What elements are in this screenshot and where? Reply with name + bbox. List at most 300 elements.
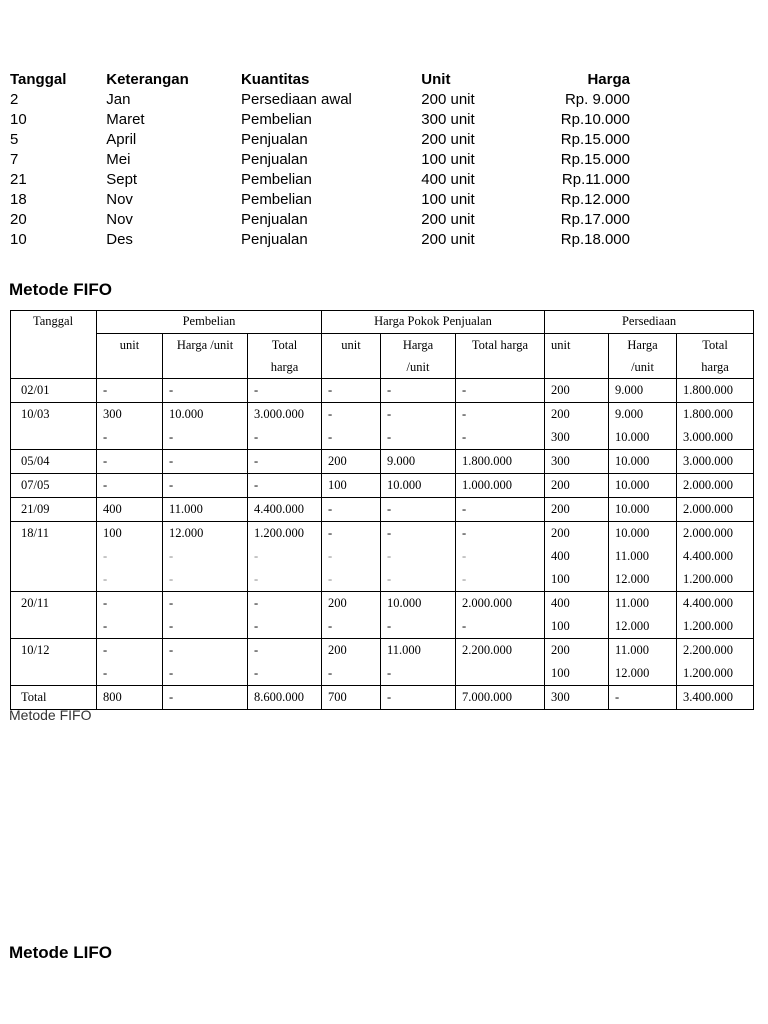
fifo-sub-header-line: unit <box>551 338 571 352</box>
transaction-row <box>10 130 630 150</box>
fifo-cell-line: 1.200.000 <box>683 619 734 633</box>
fifo-cell-line: 100 <box>328 478 347 492</box>
transaction-cell: Penjualan <box>240 131 308 148</box>
fifo-cell <box>322 522 381 592</box>
transaction-row <box>10 170 630 190</box>
transaction-cell: 10 <box>10 111 27 128</box>
fifo-cell-line: 1.800.000 <box>683 407 734 421</box>
fifo-cell <box>97 686 163 710</box>
transaction-cell: Penjualan <box>240 211 308 228</box>
transaction-header-row <box>10 70 630 90</box>
fifo-cell <box>322 592 381 639</box>
fifo-cell <box>97 498 163 522</box>
fifo-cell <box>677 592 754 639</box>
fifo-cell-line: 200 <box>328 596 347 610</box>
fifo-cell-line: 100 <box>551 572 570 586</box>
transaction-row <box>10 210 630 230</box>
fifo-sub-header-line: Total <box>702 338 728 352</box>
transaction-cell: Jan <box>106 91 131 108</box>
fifo-cell-line: 12.000 <box>615 619 650 633</box>
fifo-cell-line: - <box>103 596 108 610</box>
fifo-cell-line: 9.000 <box>615 407 644 421</box>
transaction-row <box>10 230 630 250</box>
fifo-header-persediaan: Persediaan <box>545 311 754 334</box>
fifo-heading: Metode FIFO <box>9 280 112 299</box>
fifo-cell <box>97 592 163 639</box>
fifo-row <box>11 379 754 403</box>
fifo-cell <box>456 474 545 498</box>
fifo-cell <box>456 450 545 474</box>
transaction-cell: 300 unit <box>421 111 475 128</box>
transaction-cell: 200 unit <box>421 211 475 228</box>
fifo-cell-line: - <box>462 502 467 516</box>
fifo-cell-line: 300 <box>551 454 570 468</box>
fifo-cell <box>609 379 677 403</box>
fifo-cell <box>97 450 163 474</box>
transaction-cell: Rp. 9.000 <box>564 91 630 108</box>
fifo-cell-line: - <box>328 430 333 444</box>
transaction-row <box>10 190 630 210</box>
fifo-cell <box>381 403 456 450</box>
fifo-cell <box>545 686 609 710</box>
fifo-cell-line: - <box>387 383 392 397</box>
fifo-cell-line: - <box>387 572 392 586</box>
fifo-cell <box>456 592 545 639</box>
fifo-cell <box>322 450 381 474</box>
col-header-harga: Harga <box>587 71 630 88</box>
fifo-sub-header-line: unit <box>119 338 140 352</box>
transaction-cell: Nov <box>106 191 133 208</box>
fifo-cell-line: - <box>462 619 467 633</box>
fifo-cell-line: - <box>169 430 174 444</box>
fifo-cell <box>609 498 677 522</box>
fifo-cell-line: - <box>169 643 174 657</box>
fifo-cell <box>163 592 248 639</box>
fifo-cell <box>545 522 609 592</box>
fifo-cell <box>322 474 381 498</box>
fifo-cell <box>248 498 322 522</box>
transaction-cell: 18 <box>10 191 27 208</box>
fifo-sub-header <box>97 334 163 379</box>
fifo-cell-line: - <box>328 666 333 680</box>
transaction-cell: 100 unit <box>421 151 475 168</box>
fifo-cell-line: 1.800.000 <box>683 383 734 397</box>
fifo-cell <box>248 686 322 710</box>
fifo-cell <box>677 403 754 450</box>
fifo-cell-line: - <box>103 666 108 680</box>
fifo-cell-line: - <box>328 502 333 516</box>
fifo-sub-header-line: harga <box>270 360 299 374</box>
fifo-cell-line: - <box>462 572 467 586</box>
fifo-cell <box>545 474 609 498</box>
fifo-cell-line: - <box>103 454 108 468</box>
fifo-cell-line: - <box>462 407 467 421</box>
fifo-date-cell: 05/04 <box>11 450 97 474</box>
fifo-cell-line: - <box>103 549 108 563</box>
fifo-cell-line: 12.000 <box>615 666 650 680</box>
fifo-cell <box>381 379 456 403</box>
fifo-header-hpp: Harga Pokok Penjualan <box>322 311 545 334</box>
fifo-cell-line: - <box>387 526 392 540</box>
fifo-cell-line: - <box>387 690 392 704</box>
fifo-cell-line: - <box>387 502 392 516</box>
fifo-cell-line: 9.000 <box>387 454 416 468</box>
fifo-cell-line: 10.000 <box>615 526 650 540</box>
fifo-cell-line: - <box>103 572 108 586</box>
fifo-cell-line: 2.000.000 <box>683 526 734 540</box>
fifo-cell-line: 200 <box>551 383 570 397</box>
fifo-date-cell: 18/11 <box>11 522 97 592</box>
fifo-cell-line: - <box>462 526 467 540</box>
fifo-cell <box>456 686 545 710</box>
fifo-header-pembelian: Pembelian <box>97 311 322 334</box>
fifo-row <box>11 639 754 686</box>
fifo-cell-line: - <box>254 619 259 633</box>
fifo-cell-line: - <box>615 690 620 704</box>
fifo-cell-line: 300 <box>551 430 570 444</box>
transaction-cell: Maret <box>106 111 145 128</box>
fifo-cell-line: - <box>328 526 333 540</box>
fifo-cell-line: 1.200.000 <box>683 572 734 586</box>
fifo-cell <box>163 403 248 450</box>
transaction-cell: 400 unit <box>421 171 475 188</box>
fifo-cell <box>163 498 248 522</box>
fifo-cell-line: - <box>254 430 259 444</box>
fifo-cell-line: 12.000 <box>169 526 204 540</box>
fifo-cell-line: 100 <box>551 666 570 680</box>
transaction-cell: April <box>106 131 137 148</box>
fifo-sub-header-line: Harga /unit <box>176 338 234 352</box>
col-header-unit: Unit <box>421 71 451 88</box>
fifo-cell <box>97 639 163 686</box>
col-header-keterangan: Keterangan <box>106 71 189 88</box>
fifo-row <box>11 403 754 450</box>
fifo-cell-line: 11.000 <box>615 549 649 563</box>
lifo-heading: Metode LIFO <box>9 943 112 962</box>
fifo-cell <box>163 522 248 592</box>
fifo-cell-line: - <box>328 572 333 586</box>
fifo-cell-line: 10.000 <box>615 430 650 444</box>
transaction-row <box>10 150 630 170</box>
fifo-cell-line: 9.000 <box>615 383 644 397</box>
transaction-cell: Rp.11.000 <box>561 171 630 188</box>
fifo-cell-line: 1.800.000 <box>462 454 512 468</box>
fifo-cell <box>381 498 456 522</box>
fifo-sub-header <box>163 334 248 379</box>
fifo-cell-line: 2.000.000 <box>683 478 734 492</box>
transaction-cell: 200 unit <box>421 131 475 148</box>
fifo-cell-line: 400 <box>551 549 570 563</box>
fifo-cell-line: - <box>254 549 259 563</box>
fifo-cell <box>677 498 754 522</box>
fifo-cell <box>322 403 381 450</box>
fifo-cell <box>456 403 545 450</box>
fifo-sub-header-line: /unit <box>631 360 654 374</box>
fifo-cell <box>97 474 163 498</box>
fifo-cell <box>248 522 322 592</box>
fifo-cell-line: 7.000.000 <box>462 690 512 704</box>
fifo-sub-header <box>248 334 322 379</box>
fifo-cell-line: 1.200.000 <box>254 526 304 540</box>
fifo-cell-line: 200 <box>551 407 570 421</box>
fifo-cell-line: 800 <box>103 690 122 704</box>
fifo-sub-header <box>609 334 677 379</box>
fifo-cell-line: 200 <box>328 454 347 468</box>
fifo-cell <box>609 403 677 450</box>
fifo-cell <box>381 592 456 639</box>
fifo-sub-header <box>381 334 456 379</box>
fifo-cell-line: - <box>169 666 174 680</box>
fifo-sub-header-row <box>11 334 754 379</box>
fifo-sub-header <box>545 334 609 379</box>
transaction-cell: Pembelian <box>240 191 312 208</box>
fifo-cell-line: 8.600.000 <box>254 690 304 704</box>
fifo-cell <box>381 474 456 498</box>
fifo-row <box>11 498 754 522</box>
transaction-cell: Rp.12.000 <box>560 191 630 208</box>
fifo-cell-line: - <box>387 430 392 444</box>
fifo-cell-line: - <box>462 549 467 563</box>
fifo-header-tanggal: Tanggal <box>11 311 97 379</box>
transaction-cell: Rp.17.000 <box>560 211 630 228</box>
fifo-cell-line: - <box>254 666 259 680</box>
fifo-group-header-row <box>11 311 754 334</box>
fifo-cell-line: 200 <box>551 643 570 657</box>
fifo-cell-line: 3.000.000 <box>254 407 304 421</box>
transaction-cell: Nov <box>106 211 133 228</box>
transaction-cell: 7 <box>10 151 19 168</box>
col-header-tanggal: Tanggal <box>10 71 67 88</box>
fifo-cell-line: - <box>103 478 108 492</box>
fifo-date-cell: 10/03 <box>11 403 97 450</box>
transaction-body <box>10 90 630 250</box>
fifo-sub-header-line: Total <box>271 338 298 352</box>
fifo-cell <box>97 379 163 403</box>
fifo-cell-line: 100 <box>551 619 570 633</box>
fifo-cell <box>456 498 545 522</box>
transaction-cell: 21 <box>10 171 27 188</box>
fifo-cell-line: 4.400.000 <box>254 502 304 516</box>
fifo-cell-line: - <box>387 549 392 563</box>
transaction-cell: Persediaan awal <box>240 91 352 108</box>
fifo-date-cell: 02/01 <box>11 379 97 403</box>
fifo-cell <box>163 686 248 710</box>
fifo-cell-line: - <box>169 478 174 492</box>
fifo-sub-header-line: /unit <box>406 360 430 374</box>
fifo-cell-line: - <box>103 430 108 444</box>
transaction-cell: Penjualan <box>240 151 308 168</box>
fifo-date-cell: Total <box>11 686 97 710</box>
fifo-cell <box>248 592 322 639</box>
transaction-cell: 100 unit <box>421 191 475 208</box>
fifo-cell <box>381 522 456 592</box>
fifo-cell-line: 2.000.000 <box>683 502 734 516</box>
fifo-cell <box>163 450 248 474</box>
fifo-cell-line: - <box>254 383 259 397</box>
fifo-sub-header-line: harga <box>701 360 729 374</box>
fifo-cell <box>545 639 609 686</box>
fifo-cell-line: - <box>328 383 333 397</box>
fifo-cell-line: 3.000.000 <box>683 430 734 444</box>
fifo-cell-line: 3.400.000 <box>683 690 734 704</box>
fifo-cell <box>456 379 545 403</box>
fifo-cell <box>456 639 545 686</box>
fifo-table <box>10 310 754 710</box>
fifo-cell-line: - <box>328 619 333 633</box>
col-header-kuantitas: Kuantitas <box>240 71 310 88</box>
fifo-date-cell: 21/09 <box>11 498 97 522</box>
fifo-cell-line: - <box>387 407 392 421</box>
fifo-cell-line: 300 <box>551 690 570 704</box>
fifo-cell <box>322 639 381 686</box>
fifo-cell-line: - <box>462 383 467 397</box>
fifo-cell-line: 200 <box>551 526 570 540</box>
fifo-cell <box>97 522 163 592</box>
fifo-row <box>11 592 754 639</box>
transaction-cell: Des <box>106 231 133 248</box>
fifo-cell-line: - <box>169 619 174 633</box>
fifo-cell <box>677 686 754 710</box>
transaction-cell: 5 <box>10 131 19 148</box>
fifo-cell-line: - <box>328 549 333 563</box>
fifo-cell-line: 11.000 <box>615 596 649 610</box>
fifo-cell-line: 11.000 <box>169 502 203 516</box>
fifo-cell <box>163 379 248 403</box>
fifo-sub-header-line: Harga <box>402 338 434 352</box>
fifo-sub-header <box>456 334 545 379</box>
transaction-cell: 10 <box>10 231 27 248</box>
fifo-cell-line: - <box>169 690 174 704</box>
fifo-sub-header-line: Total harga <box>471 338 529 352</box>
fifo-cell <box>677 379 754 403</box>
transaction-cell: Mei <box>106 151 131 168</box>
transaction-cell: Pembelian <box>240 111 312 128</box>
fifo-cell-line: - <box>103 619 108 633</box>
fifo-row <box>11 474 754 498</box>
transaction-cell: Rp.18.000 <box>560 231 630 248</box>
fifo-cell <box>381 639 456 686</box>
fifo-date-cell: 07/05 <box>11 474 97 498</box>
fifo-cell-line: 10.000 <box>387 478 422 492</box>
fifo-cell <box>248 450 322 474</box>
fifo-cell-line: - <box>254 478 259 492</box>
transaction-cell: Rp.10.000 <box>560 111 630 128</box>
fifo-cell-line: 12.000 <box>615 572 650 586</box>
transaction-cell: Penjualan <box>240 231 308 248</box>
fifo-cell <box>248 379 322 403</box>
fifo-cell-line: 4.400.000 <box>683 549 734 563</box>
transaction-row <box>10 110 630 130</box>
fifo-cell-line: - <box>103 643 108 657</box>
fifo-cell <box>381 686 456 710</box>
fifo-cell <box>248 403 322 450</box>
fifo-cell-line: - <box>254 643 259 657</box>
fifo-row <box>11 686 754 710</box>
fifo-cell <box>545 498 609 522</box>
transaction-cell: 200 unit <box>421 91 475 108</box>
fifo-cell-line: 10.000 <box>387 596 422 610</box>
fifo-cell-line: 200 <box>328 643 347 657</box>
fifo-cell <box>609 450 677 474</box>
fifo-cell-line: 400 <box>103 502 122 516</box>
fifo-cell-line: 4.400.000 <box>683 596 734 610</box>
fifo-date-cell: 10/12 <box>11 639 97 686</box>
fifo-cell <box>545 592 609 639</box>
fifo-cell-line: 200 <box>551 502 570 516</box>
fifo-row <box>11 450 754 474</box>
fifo-cell-line: - <box>169 596 174 610</box>
fifo-cell <box>677 474 754 498</box>
fifo-cell-line: - <box>169 549 174 563</box>
fifo-cell <box>381 450 456 474</box>
fifo-cell <box>248 639 322 686</box>
fifo-cell-line: - <box>169 383 174 397</box>
fifo-cell <box>609 686 677 710</box>
fifo-cell <box>677 450 754 474</box>
fifo-cell-line: 400 <box>551 596 570 610</box>
fifo-cell-line: 700 <box>328 690 347 704</box>
fifo-caption: Metode FIFO <box>9 707 92 723</box>
fifo-cell-line: 2.200.000 <box>683 643 734 657</box>
transaction-cell: 2 <box>10 91 19 108</box>
fifo-body <box>11 379 754 710</box>
transaction-cell: 200 unit <box>421 231 475 248</box>
fifo-cell <box>322 379 381 403</box>
fifo-cell <box>609 639 677 686</box>
fifo-cell <box>609 592 677 639</box>
fifo-date-cell: 20/11 <box>11 592 97 639</box>
fifo-cell <box>97 403 163 450</box>
fifo-cell-line: 10.000 <box>169 407 204 421</box>
fifo-cell-line: 2.000.000 <box>462 596 512 610</box>
fifo-cell-line: 3.000.000 <box>683 454 734 468</box>
fifo-cell <box>248 474 322 498</box>
transaction-cell: 20 <box>10 211 27 228</box>
fifo-cell <box>677 522 754 592</box>
fifo-cell-line: 10.000 <box>615 478 650 492</box>
fifo-cell-line: 300 <box>103 407 122 421</box>
fifo-cell-line: - <box>254 572 259 586</box>
transaction-row <box>10 90 630 110</box>
fifo-cell <box>545 450 609 474</box>
fifo-cell-line: 10.000 <box>615 454 650 468</box>
fifo-cell <box>609 522 677 592</box>
fifo-cell <box>545 403 609 450</box>
fifo-cell <box>456 522 545 592</box>
fifo-cell-line: 1.000.000 <box>462 478 512 492</box>
fifo-sub-header-line: unit <box>341 338 361 352</box>
fifo-cell-line: - <box>462 430 467 444</box>
fifo-cell-line: 100 <box>103 526 122 540</box>
fifo-cell-line: - <box>169 572 174 586</box>
fifo-cell-line: 200 <box>551 478 570 492</box>
fifo-cell-line: - <box>103 383 108 397</box>
transaction-table <box>10 70 630 250</box>
fifo-cell <box>163 474 248 498</box>
fifo-sub-header-line: Harga <box>627 338 658 352</box>
transaction-cell: Rp.15.000 <box>560 131 630 148</box>
fifo-cell-line: 2.200.000 <box>462 643 512 657</box>
fifo-sub-header <box>677 334 754 379</box>
fifo-cell <box>609 474 677 498</box>
fifo-row <box>11 522 754 592</box>
fifo-cell <box>677 639 754 686</box>
fifo-cell <box>322 686 381 710</box>
fifo-cell-line: 11.000 <box>387 643 421 657</box>
transaction-cell: Sept <box>106 171 138 188</box>
fifo-cell-line: 10.000 <box>615 502 650 516</box>
fifo-cell-line: - <box>254 596 259 610</box>
